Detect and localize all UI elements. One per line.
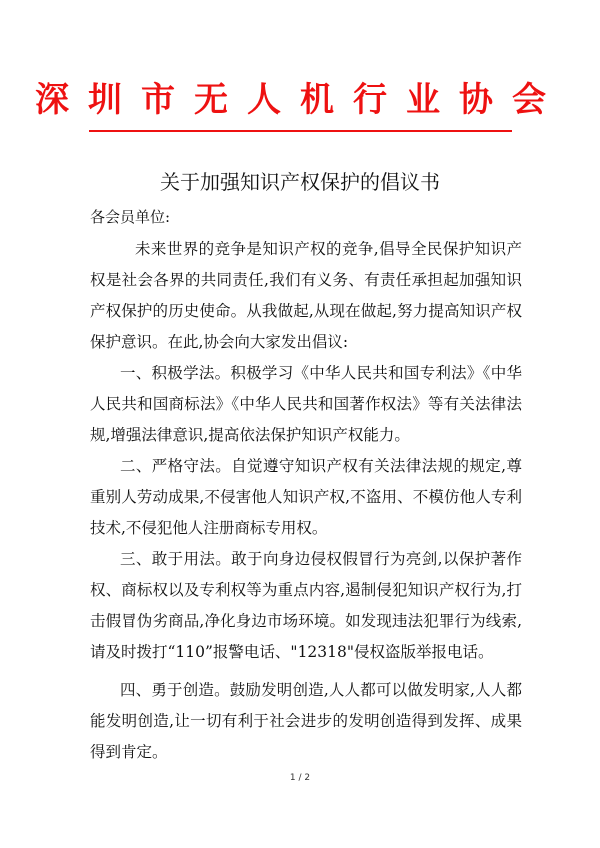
paragraph-use-law: 三、敢于用法。敢于向身边侵权假冒行为亮剑,以保护著作权、商标权以及专利权等为重点内容,遏制侵犯知识产权行为,打击假冒伪劣商品,净化身边市场环境。如发现违法犯罪行为线索,请及时拨打“110”报警电话、"12318"侵权盗版举报电话。 bbox=[90, 550, 522, 661]
page-number: 1 / 2 bbox=[289, 773, 311, 783]
document-title: 关于加强知识产权保护的倡议书 bbox=[160, 170, 440, 194]
letterhead-rule bbox=[89, 130, 512, 132]
paragraph-create: 四、勇于创造。鼓励发明创造,人人都可以做发明家,人人都能发明创造,让一切有利于社会进步的发明创造得到发挥、成果得到肯定。 bbox=[90, 681, 522, 761]
paragraph-intro: 未来世界的竞争是知识产权的竞争,倡导全民保护知识产权是社会各界的共同责任,我们有义务、有责任承担起加强知识产权保护的历史使命。从我做起,从现在做起,努力提高知识产权保护意识。在此,协会向大家发出倡议: bbox=[90, 240, 522, 351]
letterhead-org-name: 深圳市无人机行业协会 bbox=[35, 80, 565, 120]
salutation: 各会员单位: bbox=[90, 208, 171, 226]
paragraph-study-law: 一、积极学法。积极学习《中华人民共和国专利法》《中华人民共和国商标法》《中华人民共和国著作权法》等有关法律法规,增强法律意识,提高依法保护知识产权能力。 bbox=[90, 364, 522, 444]
paragraph-obey-law: 二、严格守法。自觉遵守知识产权有关法律法规的规定,尊重别人劳动成果,不侵害他人知识产权,不盗用、不模仿他人专利技术,不侵犯他人注册商标专用权。 bbox=[90, 457, 522, 537]
